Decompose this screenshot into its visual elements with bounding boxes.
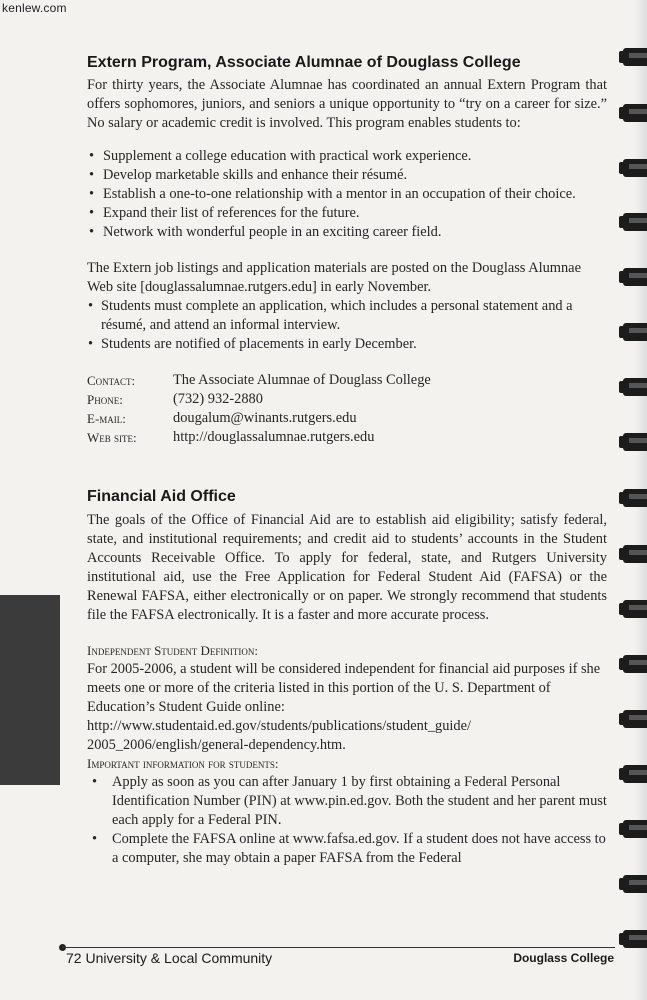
table-row <box>87 371 431 390</box>
binding-ring <box>623 820 647 838</box>
list-item: • Students are notified of placements in early December. <box>87 335 607 354</box>
binding-ring <box>623 104 647 122</box>
important-heading: Important information for students: <box>87 756 279 771</box>
binding-ring <box>623 875 647 893</box>
binding-ring <box>623 433 647 451</box>
contact-label: Contact: <box>87 373 136 388</box>
extern-listings: The Extern job listings and application materials are posted on the Douglass Alumnae Web site [douglassalumnae.rutgers.edu] in early November. <box>87 260 581 295</box>
list-item: • Develop marketable skills and enhance their résumé. <box>87 166 607 185</box>
independent-url-line-2: 2005_2006/english/general-dependency.htm. <box>87 737 346 753</box>
extern-benefits-list <box>87 147 607 242</box>
list-item: • Complete the FAFSA online at www.fafsa.ed.gov. If a student does not have access to a computer, she may obtain a paper FAFSA from the Federal <box>87 830 607 868</box>
binding-ring <box>623 213 647 231</box>
table-row <box>87 409 431 428</box>
binding-ring <box>623 159 647 177</box>
table-row <box>87 428 431 447</box>
binding-ring <box>623 378 647 396</box>
extern-title: Extern Program, Associate Alumnae of Douglass College <box>87 54 521 71</box>
email-value: dougalum@winants.rutgers.edu <box>173 410 357 426</box>
list-item: • Establish a one-to-one relationship with a mentor in an occupation of their choice. <box>87 185 607 204</box>
publication-footer: Douglass College <box>513 951 614 965</box>
list-item: • Supplement a college education with practical work experience. <box>87 147 607 166</box>
binding-ring <box>623 545 647 563</box>
list-item: • Students must complete an application, which includes a personal statement and a résumé, and attend an informal interview. <box>87 297 607 335</box>
spiral-binding <box>607 0 647 1000</box>
independent-url-line-1: http://www.studentaid.ed.gov/students/publications/student_guide/ <box>87 718 471 734</box>
independent-heading: Independent Student Definition: <box>87 643 259 658</box>
section-tab <box>0 595 60 785</box>
binding-ring <box>623 600 647 618</box>
footer-rule <box>62 947 615 948</box>
phone-label: Phone: <box>87 392 123 407</box>
binding-ring <box>623 48 647 66</box>
list-item: • Apply as soon as you can after January 1 by first obtaining a Federal Personal Identification Number (PIN) at www.pin.ed.gov. Both the student and her parent must each apply for a Federal PIN. <box>87 773 607 830</box>
important-list <box>87 773 607 868</box>
website-value: http://douglassalumnae.rutgers.edu <box>173 429 375 445</box>
phone-value: (732) 932-2880 <box>173 391 263 407</box>
binding-ring <box>623 323 647 341</box>
financial-intro: The goals of the Office of Financial Aid are to establish aid eligibility; satisfy federal, state, and institutional requirements; and credit aid to students’ accounts in the Student Accounts Receivable Office. To apply for federal, state, and Rutgers University institutional aid, use the Free Application for Federal Student Aid (FAFSA) or the Renewal FAFSA, either electronically or on paper. We strongly recommend that students file the FAFSA electronically. It is a faster and more accurate process. <box>87 512 607 623</box>
independent-text: For 2005-2006, a student will be considered independent for financial aid purposes if she meets one or more of the criteria listed in this portion of the U. S. Department of Education’s Student Guide online: <box>87 661 601 715</box>
contact-value: The Associate Alumnae of Douglass College <box>173 372 431 388</box>
financial-title: Financial Aid Office <box>87 488 236 505</box>
list-item: • Expand their list of references for the future. <box>87 204 607 223</box>
binding-ring <box>623 930 647 948</box>
binding-ring <box>623 268 647 286</box>
contact-table <box>87 371 431 447</box>
list-item: • Network with wonderful people in an exciting career field. <box>87 223 607 242</box>
binding-ring <box>623 710 647 728</box>
extern-intro: For thirty years, the Associate Alumnae has coordinated an annual Extern Program that offers sophomores, juniors, and seniors a unique opportunity to “try on a career for size.” No salary or academic credit is involved. This program enables students to: <box>87 77 607 131</box>
website-label: Web site: <box>87 430 137 445</box>
watermark: kenlew.com <box>2 1 67 15</box>
extern-steps-list <box>87 297 607 354</box>
binding-ring <box>623 489 647 507</box>
page-number-footer: 72 University & Local Community <box>66 950 273 966</box>
table-row <box>87 390 431 409</box>
binding-ring <box>623 655 647 673</box>
binding-ring <box>623 765 647 783</box>
email-label: E-mail: <box>87 411 126 426</box>
page-content <box>87 52 607 868</box>
